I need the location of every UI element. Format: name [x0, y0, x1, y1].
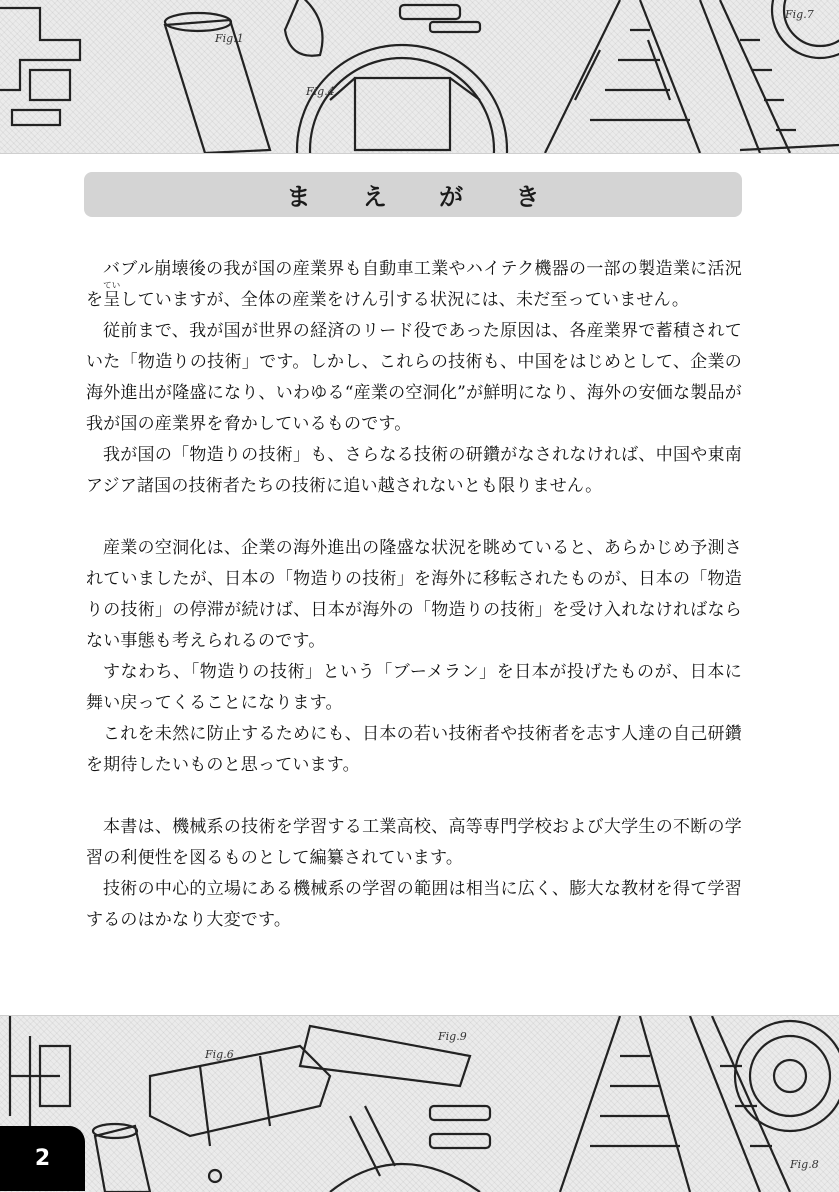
page-number-tab	[0, 1126, 85, 1191]
figure-label: Fig.1	[215, 32, 244, 45]
page-title: ま え が き	[286, 183, 562, 211]
paragraph: 産業の空洞化は、企業の海外進出の隆盛な状況を眺めていると、あらかじめ予測されていましたが、日本の「物造りの技術」を海外に移転されたものが、日本の「物造りの技術」の停滞が続けば、日本が海外の「物造りの技術」を受け入れなければならない事態も考えられるのです。	[86, 538, 742, 651]
preface-body	[86, 254, 742, 936]
paragraph: 従前まで、我が国が世界の経済のリード役であった原因は、各産業界で蓄積されていた「物造りの技術」です。しかし、これらの技術も、中国をはじめとして、企業の海外進出が隆盛になり、いわゆる“産業の空洞化”が鮮明になり、海外の安価な製品が我が国の産業界を脅かしているものです。	[86, 321, 742, 434]
figure-label: Fig.4	[306, 85, 335, 98]
machine-sketch-top	[0, 0, 839, 153]
page-number: 2	[34, 1146, 51, 1171]
paragraph: これを未然に防止するためにも、日本の若い技術者や技術者を志す人達の自己研鑽を期待したいものと思っています。	[86, 724, 742, 775]
figure-label: Fig.9	[438, 1030, 467, 1043]
paragraph: バブル崩壊後の我が国の産業界も自動車工業やハイテク機器の一部の製造業に活況を呈ていしていますが、全体の産業をけん引する状況には、未だ至っていません。	[86, 259, 742, 310]
paragraph: 技術の中心的立場にある機械系の学習の範囲は相当に広く、膨大な教材を得て学習するのはかなり大変です。	[86, 879, 742, 930]
figure-label: Fig.7	[785, 8, 814, 21]
paragraph: 我が国の「物造りの技術」も、さらなる技術の研鑽がなされなければ、中国や東南アジア諸国の技術者たちの技術に追い越されないとも限りません。	[86, 445, 742, 496]
paragraph: 本書は、機械系の技術を学習する工業高校、高等専門学校および大学生の不断の学習の利便性を図るものとして編纂されています。	[86, 817, 742, 868]
figure-label: Fig.8	[790, 1158, 819, 1171]
ruby-word: 呈てい	[103, 281, 121, 310]
footer-illustration	[0, 1015, 839, 1192]
figure-label: Fig.6	[205, 1048, 234, 1061]
machine-sketch-bottom	[0, 1016, 839, 1192]
paragraph: すなわち、「物造りの技術」という「ブーメラン」を日本が投げたものが、日本に舞い戻ってくることになります。	[86, 662, 742, 713]
section-title-bar	[84, 172, 742, 217]
header-illustration	[0, 0, 839, 154]
